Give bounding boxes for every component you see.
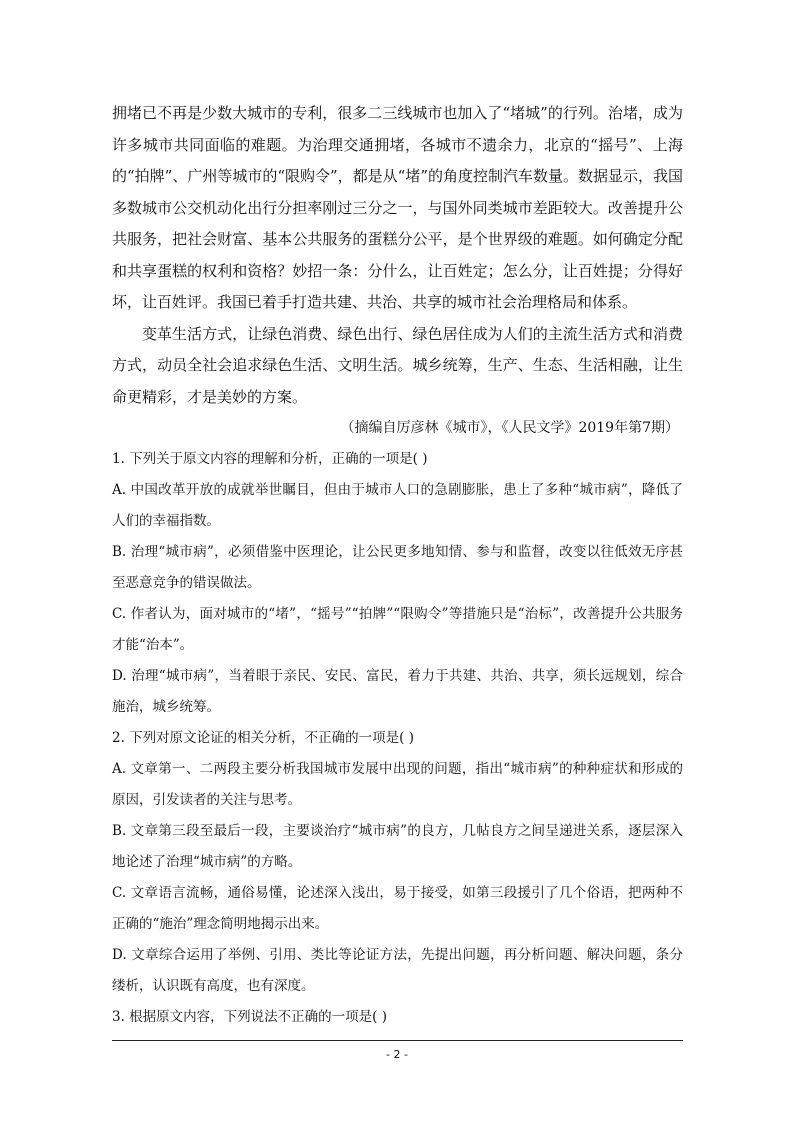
page-number: - 2 - xyxy=(386,1048,408,1061)
question-2-option-b: B. 文章第三段至最后一段，主要谈治疗“城市病”的良方，几帖良方之间呈递进关系，逐层深入地论述了治理“城市病”的方略。 xyxy=(112,823,683,870)
question-3-stem: 3. 根据原文内容，下列说法不正确的一项是( ) xyxy=(112,1009,387,1025)
question-1-option-c: C. 作者认为，面对城市的“堵”，“摇号”“拍牌”“限购令”等措施只是“治标”，改善提升公共服务才能“治本”。 xyxy=(112,606,683,653)
question-1-option-a: A. 中国改革开放的成就举世瞩目，但由于城市人口的急剧膨胀，患上了多种“城市病”，降低了人们的幸福指数。 xyxy=(112,482,683,529)
question-2-stem: 2. 下列对原文论证的相关分析，不正确的一项是( ) xyxy=(112,730,414,746)
passage-paragraph-2: 变革生活方式，让绿色消费、绿色出行、绿色居住成为人们的主流生活方式和消费方式，动员全社会追求绿色生活、文明生活。城乡统筹，生产、生态、生活相融，让生命更精彩，才是美妙的方案。 xyxy=(112,324,683,406)
question-2-option-d: D. 文章综合运用了举例、引用、类比等论证方法，先提出问题，再分析问题、解决问题，条分缕析，认识既有高度，也有深度。 xyxy=(112,947,683,994)
question-1-option-b: B. 治理“城市病”，必须借鉴中医理论，让公民更多地知情、参与和监督，改变以往低效无序甚至恶意竞争的错误做法。 xyxy=(112,544,683,591)
page-content xyxy=(112,98,683,1033)
passage-source: （摘编自厉彦林《城市》，《人民文学》2019年第7期） xyxy=(340,420,679,436)
question-1-option-d: D. 治理“城市病”，当着眼于亲民、安民、富民，着力于共建、共治、共享，须长远规划，综合施治，城乡统筹。 xyxy=(112,668,683,715)
question-2-option-c: C. 文章语言流畅，通俗易懂，论述深入浅出，易于接受，如第三段援引了几个俗语，把两种不正确的“施治”理念简明地揭示出来。 xyxy=(112,885,683,932)
footer-divider xyxy=(112,1040,683,1041)
question-2-option-a: A. 文章第一、二两段主要分析我国城市发展中出现的问题，指出“城市病”的种种症状和形成的原因，引发读者的关注与思考。 xyxy=(112,761,683,808)
passage-paragraph-1: 拥堵已不再是少数大城市的专利，很多二三线城市也加入了“堵城”的行列。治堵，成为许多城市共同面临的难题。为治理交通拥堵，各城市不遗余力，北京的“摇号”、上海的“拍牌”、广州等城市的“限购令”，都是从“堵”的角度控制汽车数量。数据显示，我国多数城市公交机动化出行分担率刚过三分之一，与国外同类城市差距较大。改善提升公共服务，把社会财富、基本公共服务的蛋糕分公平，是个世界级的难题。如何确定分配和共享蛋糕的权利和资格？妙招一条：分什么，让百姓定；怎么分，让百姓提；分得好坏，让百姓评。我国已着手打造共建、共治、共享的城市社会治理格局和体系。 xyxy=(112,104,684,311)
question-1-stem: 1. 下列关于原文内容的理解和分析，正确的一项是( ) xyxy=(112,451,428,467)
